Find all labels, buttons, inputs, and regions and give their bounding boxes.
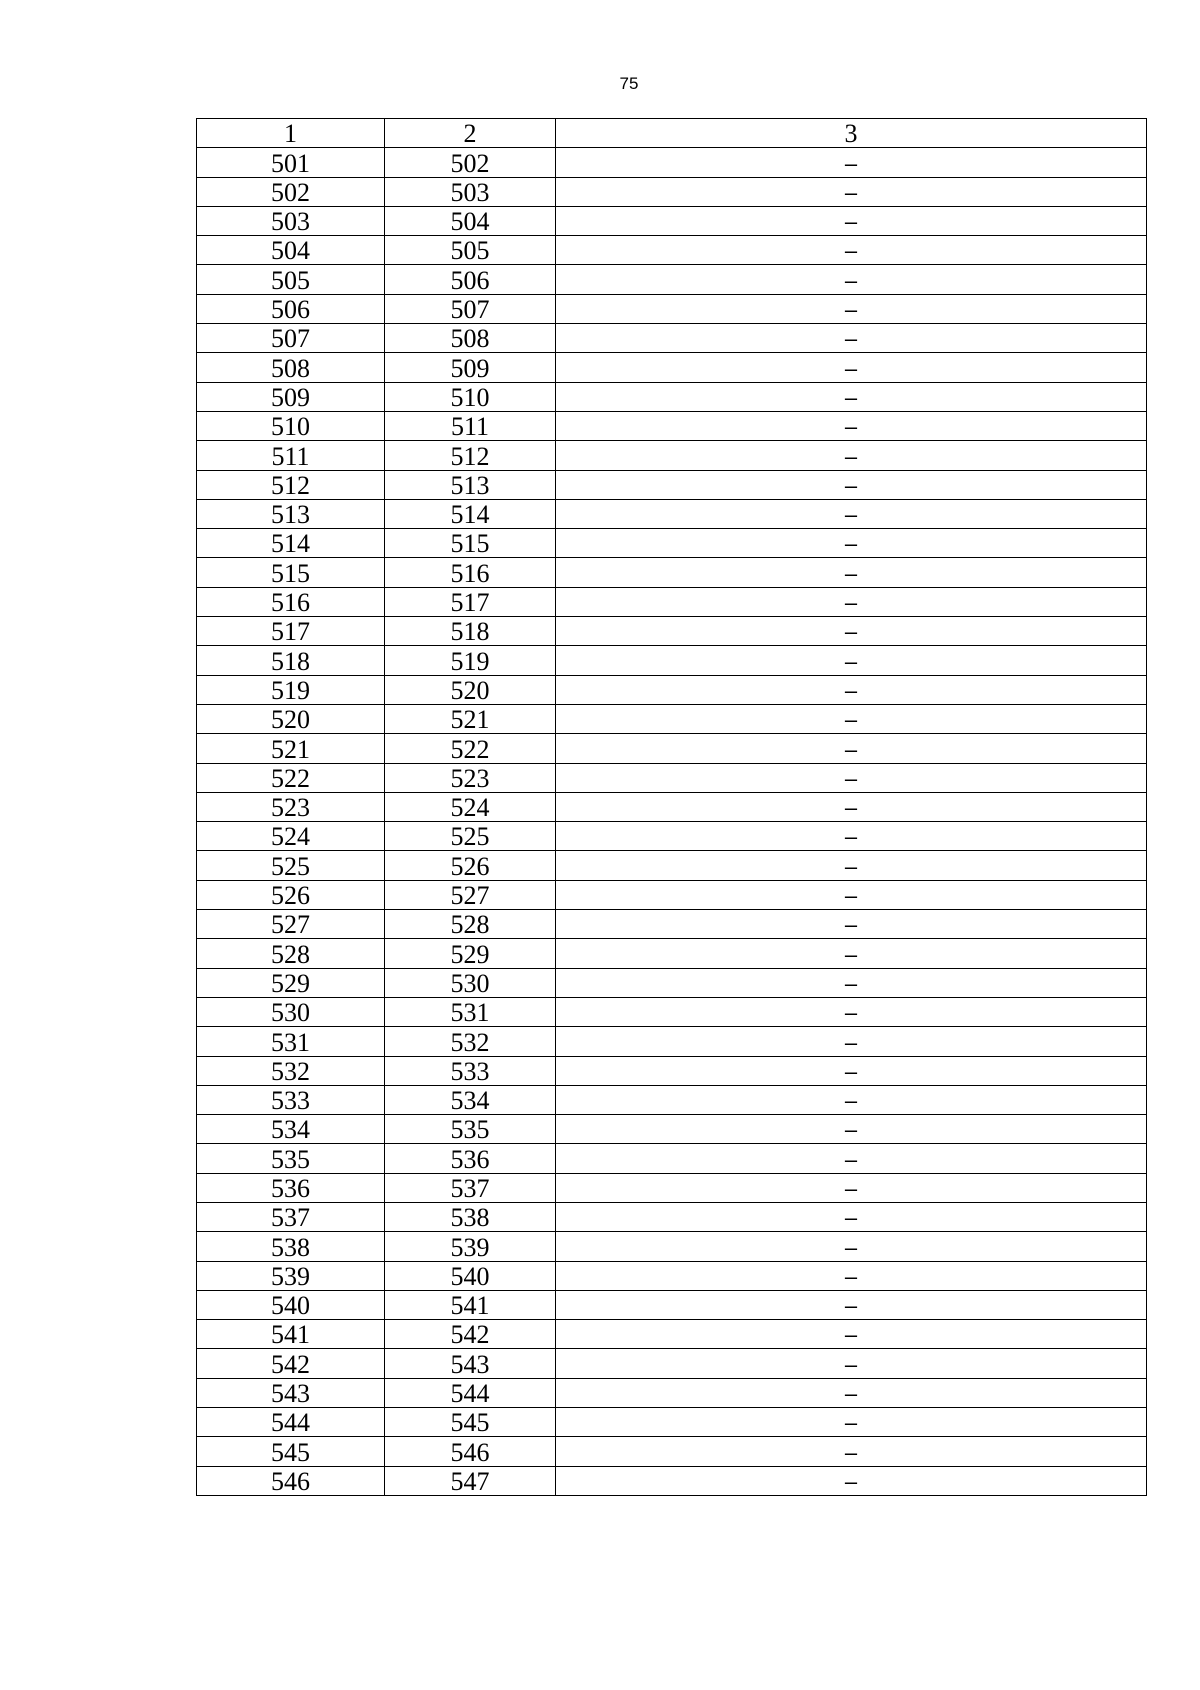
table-cell-col3: –	[556, 1173, 1147, 1202]
table-row	[197, 851, 1147, 880]
column-header-3: 3	[556, 119, 1147, 148]
table-row	[197, 939, 1147, 968]
table-cell-col2: 506	[385, 265, 556, 294]
table-row	[197, 1378, 1147, 1407]
table-cell-col2: 544	[385, 1378, 556, 1407]
table-row	[197, 734, 1147, 763]
table-cell-col1: 520	[197, 704, 385, 733]
table-row	[197, 148, 1147, 177]
table-row	[197, 617, 1147, 646]
table-cell-col1: 533	[197, 1085, 385, 1114]
table-cell-col2: 542	[385, 1320, 556, 1349]
table-cell-col2: 515	[385, 529, 556, 558]
table-row	[197, 236, 1147, 265]
table-cell-col2: 539	[385, 1232, 556, 1261]
table-row	[197, 880, 1147, 909]
table-cell-col1: 532	[197, 1056, 385, 1085]
table-cell-col2: 534	[385, 1085, 556, 1114]
table-cell-col1: 535	[197, 1144, 385, 1173]
table-cell-col3: –	[556, 148, 1147, 177]
table-row	[197, 792, 1147, 821]
table-cell-col3: –	[556, 1378, 1147, 1407]
table-cell-col3: –	[556, 617, 1147, 646]
table-row	[197, 177, 1147, 206]
table-cell-col1: 515	[197, 558, 385, 587]
table-cell-col2: 535	[385, 1115, 556, 1144]
table-cell-col2: 531	[385, 997, 556, 1026]
table-cell-col3: –	[556, 294, 1147, 323]
table-cell-col3: –	[556, 441, 1147, 470]
table-cell-col2: 522	[385, 734, 556, 763]
table-cell-col3: –	[556, 1115, 1147, 1144]
table-cell-col2: 508	[385, 324, 556, 353]
table-row	[197, 1027, 1147, 1056]
table-cell-col2: 526	[385, 851, 556, 880]
table-cell-col1: 531	[197, 1027, 385, 1056]
table-cell-col1: 511	[197, 441, 385, 470]
table-cell-col3: –	[556, 851, 1147, 880]
table-row	[197, 1349, 1147, 1378]
table-cell-col2: 512	[385, 441, 556, 470]
table-cell-col2: 510	[385, 382, 556, 411]
table-cell-col3: –	[556, 1437, 1147, 1466]
table-cell-col2: 509	[385, 353, 556, 382]
column-header-2: 2	[385, 119, 556, 148]
table-row	[197, 1290, 1147, 1319]
table-cell-col2: 528	[385, 910, 556, 939]
table-cell-col2: 504	[385, 206, 556, 235]
table-row	[197, 822, 1147, 851]
table-cell-col2: 511	[385, 411, 556, 440]
table-cell-col3: –	[556, 1202, 1147, 1231]
table-cell-col3: –	[556, 997, 1147, 1026]
table-cell-col1: 546	[197, 1466, 385, 1495]
table-cell-col1: 519	[197, 675, 385, 704]
table-cell-col3: –	[556, 265, 1147, 294]
table-cell-col3: –	[556, 470, 1147, 499]
table-cell-col3: –	[556, 499, 1147, 528]
table-cell-col1: 538	[197, 1232, 385, 1261]
table-row	[197, 1466, 1147, 1495]
table-cell-col1: 528	[197, 939, 385, 968]
table-cell-col1: 514	[197, 529, 385, 558]
table-cell-col1: 501	[197, 148, 385, 177]
table-row	[197, 265, 1147, 294]
table-cell-col1: 527	[197, 910, 385, 939]
table-cell-col1: 526	[197, 880, 385, 909]
table-cell-col1: 522	[197, 763, 385, 792]
table-row	[197, 1437, 1147, 1466]
table-cell-col3: –	[556, 1408, 1147, 1437]
table-cell-col1: 509	[197, 382, 385, 411]
table-cell-col2: 519	[385, 646, 556, 675]
table-row	[197, 1173, 1147, 1202]
table-cell-col3: –	[556, 558, 1147, 587]
table-cell-col1: 507	[197, 324, 385, 353]
table-cell-col2: 520	[385, 675, 556, 704]
table-cell-col2: 536	[385, 1144, 556, 1173]
table-cell-col1: 502	[197, 177, 385, 206]
table-cell-col3: –	[556, 734, 1147, 763]
table-cell-col3: –	[556, 1027, 1147, 1056]
table-row	[197, 529, 1147, 558]
table-row	[197, 1320, 1147, 1349]
table-cell-col2: 545	[385, 1408, 556, 1437]
table-cell-col1: 505	[197, 265, 385, 294]
table-cell-col2: 514	[385, 499, 556, 528]
table-cell-col2: 513	[385, 470, 556, 499]
table-cell-col3: –	[556, 968, 1147, 997]
table-cell-col3: –	[556, 763, 1147, 792]
table-cell-col1: 537	[197, 1202, 385, 1231]
table-cell-col2: 543	[385, 1349, 556, 1378]
table-cell-col1: 539	[197, 1261, 385, 1290]
table-cell-col3: –	[556, 910, 1147, 939]
table-cell-col2: 532	[385, 1027, 556, 1056]
table-cell-col1: 517	[197, 617, 385, 646]
table-cell-col3: –	[556, 822, 1147, 851]
table-cell-col1: 504	[197, 236, 385, 265]
table-cell-col1: 524	[197, 822, 385, 851]
table-row	[197, 1144, 1147, 1173]
table-cell-col3: –	[556, 939, 1147, 968]
table-body	[197, 119, 1147, 1496]
data-table	[196, 118, 1147, 1496]
table-row	[197, 968, 1147, 997]
table-row	[197, 587, 1147, 616]
table-row	[197, 1085, 1147, 1114]
table-cell-col3: –	[556, 529, 1147, 558]
table-row	[197, 470, 1147, 499]
table-row	[197, 675, 1147, 704]
table-cell-col1: 540	[197, 1290, 385, 1319]
table-row	[197, 441, 1147, 470]
table-cell-col2: 541	[385, 1290, 556, 1319]
table-cell-col2: 523	[385, 763, 556, 792]
table-cell-col2: 530	[385, 968, 556, 997]
table-row	[197, 206, 1147, 235]
table-cell-col3: –	[556, 1085, 1147, 1114]
table-cell-col3: –	[556, 1261, 1147, 1290]
table-cell-col1: 542	[197, 1349, 385, 1378]
table-cell-col1: 508	[197, 353, 385, 382]
table-cell-col2: 507	[385, 294, 556, 323]
table-row	[197, 1408, 1147, 1437]
table-cell-col1: 544	[197, 1408, 385, 1437]
table-row	[197, 910, 1147, 939]
table-row	[197, 353, 1147, 382]
table-row	[197, 1232, 1147, 1261]
table-cell-col2: 505	[385, 236, 556, 265]
table-cell-col1: 513	[197, 499, 385, 528]
table-cell-col3: –	[556, 411, 1147, 440]
table-cell-col1: 530	[197, 997, 385, 1026]
table-cell-col3: –	[556, 324, 1147, 353]
table-cell-col2: 527	[385, 880, 556, 909]
table-cell-col3: –	[556, 1232, 1147, 1261]
table-row	[197, 1056, 1147, 1085]
table-cell-col3: –	[556, 353, 1147, 382]
table-cell-col3: –	[556, 587, 1147, 616]
table-cell-col1: 525	[197, 851, 385, 880]
table-cell-col3: –	[556, 1320, 1147, 1349]
table-row	[197, 646, 1147, 675]
table-cell-col1: 521	[197, 734, 385, 763]
table-cell-col3: –	[556, 880, 1147, 909]
table-cell-col3: –	[556, 646, 1147, 675]
table-row	[197, 499, 1147, 528]
table-cell-col3: –	[556, 1056, 1147, 1085]
table-cell-col2: 516	[385, 558, 556, 587]
table-row	[197, 324, 1147, 353]
column-header-1: 1	[197, 119, 385, 148]
table-cell-col1: 545	[197, 1437, 385, 1466]
table-cell-col3: –	[556, 704, 1147, 733]
table-row	[197, 1115, 1147, 1144]
table-cell-col2: 540	[385, 1261, 556, 1290]
table-cell-col1: 518	[197, 646, 385, 675]
table-cell-col3: –	[556, 675, 1147, 704]
table-cell-col1: 510	[197, 411, 385, 440]
table-cell-col1: 536	[197, 1173, 385, 1202]
table-cell-col2: 517	[385, 587, 556, 616]
table-cell-col2: 547	[385, 1466, 556, 1495]
table-cell-col3: –	[556, 206, 1147, 235]
table-row	[197, 558, 1147, 587]
table-header-row	[197, 119, 1147, 148]
table-row	[197, 1202, 1147, 1231]
table-row	[197, 382, 1147, 411]
table-cell-col1: 503	[197, 206, 385, 235]
table-cell-col3: –	[556, 382, 1147, 411]
table-cell-col1: 512	[197, 470, 385, 499]
table-cell-col2: 502	[385, 148, 556, 177]
table-cell-col3: –	[556, 1290, 1147, 1319]
table-row	[197, 704, 1147, 733]
table-cell-col3: –	[556, 236, 1147, 265]
table-row	[197, 763, 1147, 792]
table-cell-col2: 537	[385, 1173, 556, 1202]
table-cell-col3: –	[556, 1144, 1147, 1173]
table-cell-col2: 546	[385, 1437, 556, 1466]
table-cell-col1: 529	[197, 968, 385, 997]
table-row	[197, 411, 1147, 440]
table-cell-col2: 521	[385, 704, 556, 733]
table-cell-col1: 543	[197, 1378, 385, 1407]
table-cell-col3: –	[556, 1466, 1147, 1495]
table-cell-col1: 506	[197, 294, 385, 323]
table-cell-col2: 525	[385, 822, 556, 851]
table-row	[197, 1261, 1147, 1290]
table-row	[197, 997, 1147, 1026]
table-cell-col1: 516	[197, 587, 385, 616]
table-cell-col1: 534	[197, 1115, 385, 1144]
table-row	[197, 294, 1147, 323]
page-number: 75	[619, 74, 639, 93]
table-cell-col3: –	[556, 177, 1147, 206]
table-cell-col2: 503	[385, 177, 556, 206]
table-cell-col2: 538	[385, 1202, 556, 1231]
table-cell-col2: 529	[385, 939, 556, 968]
table-cell-col1: 523	[197, 792, 385, 821]
table-cell-col2: 518	[385, 617, 556, 646]
table-cell-col3: –	[556, 1349, 1147, 1378]
table-cell-col1: 541	[197, 1320, 385, 1349]
table-cell-col2: 524	[385, 792, 556, 821]
table-cell-col2: 533	[385, 1056, 556, 1085]
table-cell-col3: –	[556, 792, 1147, 821]
